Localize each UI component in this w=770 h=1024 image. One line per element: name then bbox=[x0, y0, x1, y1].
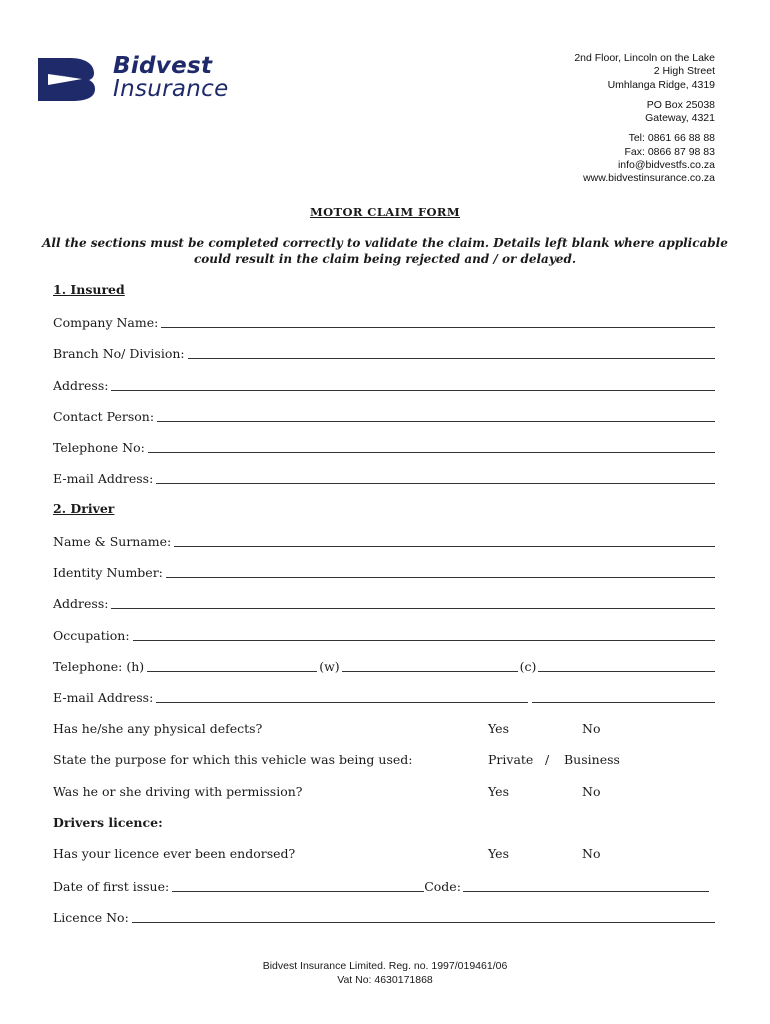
company-address-block bbox=[574, 52, 715, 193]
driving-permission-question: Was he or she driving with permission? bbox=[53, 784, 303, 799]
registration-number: Bidvest Insurance Limited. Reg. no. 1997/019461/06 bbox=[262, 960, 508, 972]
field-label: Branch No/ Division: bbox=[53, 346, 185, 361]
fill-line[interactable] bbox=[532, 689, 715, 703]
licence-code-label: Code: bbox=[424, 879, 461, 894]
field-label: Address: bbox=[53, 596, 109, 611]
field-label: Telephone No: bbox=[53, 440, 145, 455]
field-label: Identity Number: bbox=[53, 565, 163, 580]
field-label: E-mail Address: bbox=[53, 690, 154, 705]
driver-telephone-fields bbox=[53, 656, 715, 674]
website-line: www.bidvestinsurance.co.za bbox=[583, 172, 715, 185]
field-label: E-mail Address: bbox=[53, 471, 154, 486]
licence-number-field[interactable] bbox=[53, 907, 715, 925]
licence-issue-code-fields bbox=[53, 876, 715, 894]
telephone-home-label: Telephone: (h) bbox=[53, 659, 145, 674]
physical-defects-question: Has he/she any physical defects? bbox=[53, 721, 263, 736]
form-title: MOTOR CLAIM FORM bbox=[309, 205, 461, 219]
driver-address-field[interactable] bbox=[53, 593, 715, 611]
fill-line[interactable] bbox=[132, 909, 715, 923]
fill-line[interactable] bbox=[166, 564, 715, 578]
form-instructions bbox=[40, 235, 730, 267]
address-line: PO Box 25038 bbox=[646, 98, 715, 111]
field-label: Company Name: bbox=[53, 315, 159, 330]
vehicle-purpose-question: State the purpose for which this vehicle was being used: bbox=[53, 752, 413, 767]
company-name-field[interactable] bbox=[53, 312, 715, 330]
purpose-business-option[interactable]: Business bbox=[564, 752, 620, 767]
branch-division-field[interactable] bbox=[53, 343, 715, 361]
field-label: Address: bbox=[53, 378, 109, 393]
vat-number: Vat No: 4630171868 bbox=[337, 973, 433, 986]
fill-line[interactable] bbox=[157, 408, 715, 422]
telephone-work-line[interactable] bbox=[342, 658, 518, 672]
endorsed-yes[interactable]: Yes bbox=[488, 846, 509, 861]
purpose-separator: / bbox=[545, 752, 550, 767]
fill-line[interactable] bbox=[133, 627, 715, 641]
fax-line: Fax: 0866 87 98 83 bbox=[624, 145, 715, 158]
licence-endorsed-question: Has your licence ever been endorsed? bbox=[53, 846, 296, 861]
telephone-line: Tel: 0861 66 88 88 bbox=[628, 132, 715, 145]
purpose-private-option[interactable]: Private bbox=[488, 752, 534, 767]
fill-line[interactable] bbox=[156, 470, 715, 484]
address-line: Gateway, 4321 bbox=[645, 112, 715, 125]
contact-person-field[interactable] bbox=[53, 406, 715, 424]
section-insured-heading: 1. Insured bbox=[53, 282, 125, 297]
physical-defects-yes[interactable]: Yes bbox=[488, 721, 509, 736]
date-first-issue-label: Date of first issue: bbox=[53, 879, 170, 894]
brand-name-line2: Insurance bbox=[113, 76, 229, 102]
fill-line[interactable] bbox=[111, 377, 715, 391]
permission-no[interactable]: No bbox=[582, 784, 601, 799]
instructions-line: All the sections must be completed correctly to validate the claim. Details left blank where applicable bbox=[42, 236, 728, 250]
brand-name-line1: Bidvest bbox=[113, 53, 213, 79]
insured-address-field[interactable] bbox=[53, 375, 715, 393]
telephone-cell-line[interactable] bbox=[538, 658, 715, 672]
permission-yes[interactable]: Yes bbox=[488, 784, 509, 799]
telephone-home-line[interactable] bbox=[147, 658, 317, 672]
fill-line[interactable] bbox=[156, 689, 528, 703]
occupation-field[interactable] bbox=[53, 625, 715, 643]
contact-details bbox=[574, 132, 715, 185]
bidvest-logo-mark-icon bbox=[38, 56, 96, 102]
fill-line[interactable] bbox=[161, 314, 715, 328]
insured-email-field[interactable] bbox=[53, 468, 715, 486]
licence-code-line[interactable] bbox=[463, 878, 709, 892]
driver-email-field[interactable] bbox=[53, 687, 715, 705]
field-label: Licence No: bbox=[53, 910, 129, 925]
address-line: 2nd Floor, Lincoln on the Lake bbox=[574, 52, 715, 64]
telephone-work-label: (w) bbox=[319, 659, 340, 674]
bidvest-logo bbox=[38, 53, 268, 106]
street-address bbox=[574, 52, 715, 92]
telephone-cell-label: (c) bbox=[519, 659, 537, 674]
date-first-issue-line[interactable] bbox=[172, 878, 424, 892]
endorsed-no[interactable]: No bbox=[582, 846, 601, 861]
driver-name-field[interactable] bbox=[53, 531, 715, 549]
field-label: Name & Surname: bbox=[53, 534, 172, 549]
field-label: Contact Person: bbox=[53, 409, 155, 424]
section-driver-heading: 2. Driver bbox=[53, 501, 115, 516]
fill-line[interactable] bbox=[188, 345, 715, 359]
insured-telephone-field[interactable] bbox=[53, 437, 715, 455]
fill-line[interactable] bbox=[148, 439, 715, 453]
email-line: info@bidvestfs.co.za bbox=[617, 159, 715, 172]
address-line: Umhlanga Ridge, 4319 bbox=[607, 78, 715, 91]
identity-number-field[interactable] bbox=[53, 562, 715, 580]
instructions-line: could result in the claim being rejected and / or delayed. bbox=[193, 252, 577, 266]
fill-line[interactable] bbox=[174, 533, 715, 547]
physical-defects-no[interactable]: No bbox=[582, 721, 601, 736]
fill-line[interactable] bbox=[111, 595, 715, 609]
drivers-licence-heading: Drivers licence: bbox=[53, 815, 163, 830]
address-line: 2 High Street bbox=[653, 65, 715, 78]
postal-address bbox=[574, 99, 715, 126]
page-footer bbox=[0, 960, 770, 987]
field-label: Occupation: bbox=[53, 628, 130, 643]
